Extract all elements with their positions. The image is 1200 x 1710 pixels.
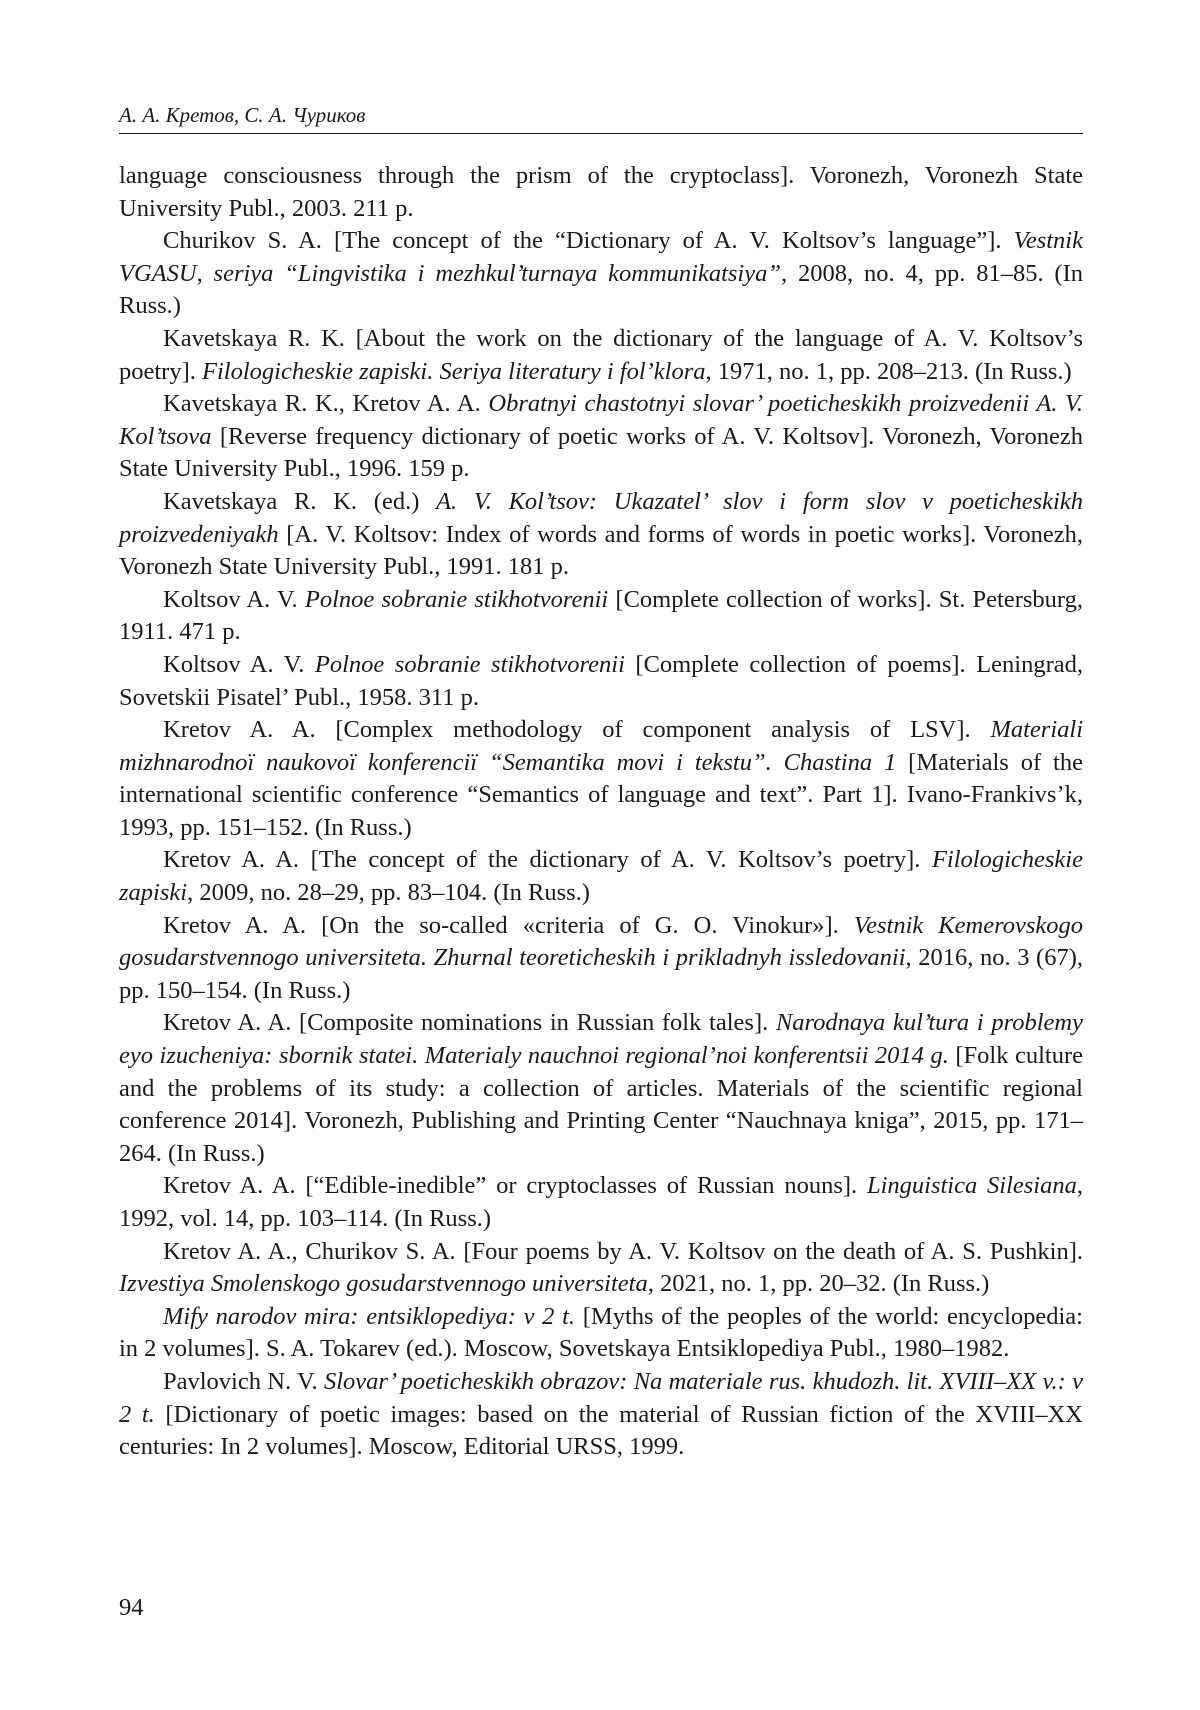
reference-entry bbox=[119, 649, 1083, 714]
reference-title-italic: Obratnyi chastotnyi slovar’ poeticheskikh proizvedenii A. V. Kol’tsova bbox=[119, 390, 1083, 450]
running-head: А. А. Кретов, С. А. Чуриков bbox=[119, 103, 366, 127]
reference-title-italic: Mify narodov mira: entsiklopediya: v 2 t. bbox=[163, 1302, 576, 1330]
reference-title-italic: Vestnik VGASU, seriya “Lingvistika i mezhkul’turnaya kommunikatsiya”, bbox=[119, 227, 1083, 287]
reference-text: Kavetskaya R. K. [About the work on the dictionary of the language of A. V. Koltsov’s poetry]. bbox=[119, 324, 1083, 385]
reference-text: Koltsov A. V. bbox=[163, 650, 315, 678]
reference-entry bbox=[119, 910, 1083, 1008]
reference-text: 2008, no. 4, pp. 81–85. (In Russ.) bbox=[119, 259, 1083, 320]
page-number: 94 bbox=[119, 1594, 144, 1621]
reference-entry bbox=[119, 714, 1083, 844]
reference-text: Kretov A. A. [The concept of the dictionary of A. V. Koltsov’s poetry]. bbox=[163, 846, 932, 874]
reference-entry bbox=[119, 1301, 1083, 1366]
reference-text: Pavlovich N. V. bbox=[163, 1367, 324, 1395]
reference-entry bbox=[119, 844, 1083, 909]
reference-title-italic: Polnoe sobranie stikhotvorenii bbox=[314, 650, 625, 678]
reference-text: [Complete collection of poems]. Leningrad, Sovetskii Pisatel’ Publ., 1958. 311 p. bbox=[119, 650, 1084, 711]
reference-text: Kretov A. A. [“Edible-inedible” or cryptoclasses of Russian nouns]. bbox=[163, 1172, 867, 1200]
reference-text: [Dictionary of poetic images: based on the material of Russian fiction of the XVIII–XX centuries: In 2 volumes]. Moscow, Editorial URSS, 1999. bbox=[119, 1400, 1083, 1461]
reference-title-italic: A. V. Kol’tsov: Ukazatel’ slov i form slov v poeticheskikh proizvedeniyakh bbox=[119, 487, 1083, 548]
reference-text: , 1992, vol. 14, pp. 103–114. (In Russ.) bbox=[119, 1172, 1083, 1232]
reference-entry bbox=[119, 1236, 1083, 1301]
reference-entry bbox=[119, 160, 1083, 225]
reference-text: Koltsov A. V. bbox=[163, 585, 305, 613]
reference-list bbox=[119, 160, 1083, 1464]
reference-title-italic: Linguistica Silesiana bbox=[866, 1172, 1077, 1200]
reference-text: Churikov S. A. [The concept of the “Dictionary of A. V. Koltsov’s language”]. bbox=[163, 227, 1014, 255]
reference-text: , 2009, no. 28–29, pp. 83–104. (In Russ.) bbox=[187, 879, 590, 907]
reference-text: [A. V. Koltsov: Index of words and forms of words in poetic works]. Voronezh, Voronezh State University Publ., 1991. 181 p. bbox=[119, 520, 1083, 581]
reference-text: language consciousness through the prism of the cryptoclass]. Voronezh, Voronezh State University Publ., 2003. 211 p. bbox=[119, 162, 1083, 222]
reference-entry bbox=[119, 1007, 1083, 1170]
reference-text: Kretov A. A. [On the so-called «criteria of G. O. Vinokur»]. bbox=[163, 911, 854, 939]
reference-entry bbox=[119, 225, 1083, 323]
header-rule bbox=[119, 133, 1083, 134]
reference-title-italic: Materiali mizhnarodnoї naukovoї konferencії “Semantika movi i tekstu”. Chastina 1 bbox=[119, 716, 1083, 776]
reference-title-italic: Narodnaya kul’tura i problemy eyo izucheniya: sbornik statei. Materialy nauchnoi regional’noi konferentsii 2014 g. bbox=[119, 1009, 1083, 1070]
reference-text: Kretov A. A. [Complex methodology of component analysis of LSV]. bbox=[163, 716, 991, 744]
reference-text: , 2016, no. 3 (67), pp. 150–154. (In Russ.) bbox=[119, 944, 1083, 1004]
reference-text: 2021, no. 1, pp. 20–32. (In Russ.) bbox=[653, 1270, 990, 1298]
reference-entry bbox=[119, 388, 1083, 486]
reference-text: [Folk culture and the problems of its study: a collection of articles. Materials of the scientific regional conference 2014]. Voronezh, Publishing and Printing Center “Nauchnaya kniga”, 2015, pp. 171–264. (In Russ.) bbox=[119, 1042, 1083, 1167]
reference-text: Kretov A. A., Churikov S. A. [Four poems by A. V. Koltsov on the death of A. S. Pushkin]. bbox=[163, 1237, 1083, 1265]
reference-entry bbox=[119, 584, 1083, 649]
reference-text: [Myths of the peoples of the world: encyclopedia: in 2 volumes]. S. A. Tokarev (ed.). Moscow, Sovetskaya Entsiklopediya Publ., 1980–1982. bbox=[119, 1302, 1083, 1363]
reference-title-italic: Slovar’ poeticheskikh obrazov: Na materiale rus. khudozh. lit. XVIII–XX v.: v 2 t. bbox=[119, 1367, 1083, 1428]
reference-entry bbox=[119, 1366, 1083, 1464]
reference-text: [Materials of the international scientific conference “Semantics of language and text”. Part 1]. Ivano-Frankivs’k, 1993, pp. 151–152. (In Russ.) bbox=[119, 748, 1083, 841]
reference-entry bbox=[119, 486, 1083, 584]
reference-text: Kavetskaya R. K., Kretov A. A. bbox=[163, 390, 489, 418]
reference-text: [Reverse frequency dictionary of poetic works of A. V. Koltsov]. Voronezh, Voronezh State University Publ., 1996. 159 p. bbox=[119, 422, 1083, 483]
reference-text: [Complete collection of works]. St. Petersburg, 1911. 471 p. bbox=[119, 585, 1083, 646]
reference-title-italic: Vestnik Kemerovskogo gosudarstvennogo universiteta. Zhurnal teoreticheskih i prikladnyh issledovanii bbox=[119, 911, 1083, 972]
reference-title-italic: Filologicheskie zapiski bbox=[119, 846, 1083, 907]
reference-title-italic: Polnoe sobranie stikhotvorenii bbox=[304, 585, 609, 613]
reference-title-italic: Filologicheskie zapiski. Seriya literatury i fol’klora bbox=[202, 357, 706, 385]
reference-title-italic: Izvestiya Smolenskogo gosudarstvennogo universiteta, bbox=[119, 1270, 654, 1298]
reference-entry bbox=[119, 323, 1083, 388]
reference-entry bbox=[119, 1170, 1083, 1235]
reference-text: Kavetskaya R. K. (ed.) bbox=[163, 487, 437, 515]
reference-text: , 1971, no. 1, pp. 208–213. (In Russ.) bbox=[705, 357, 1072, 385]
reference-text: Kretov A. A. [Composite nominations in Russian folk tales]. bbox=[163, 1009, 776, 1037]
